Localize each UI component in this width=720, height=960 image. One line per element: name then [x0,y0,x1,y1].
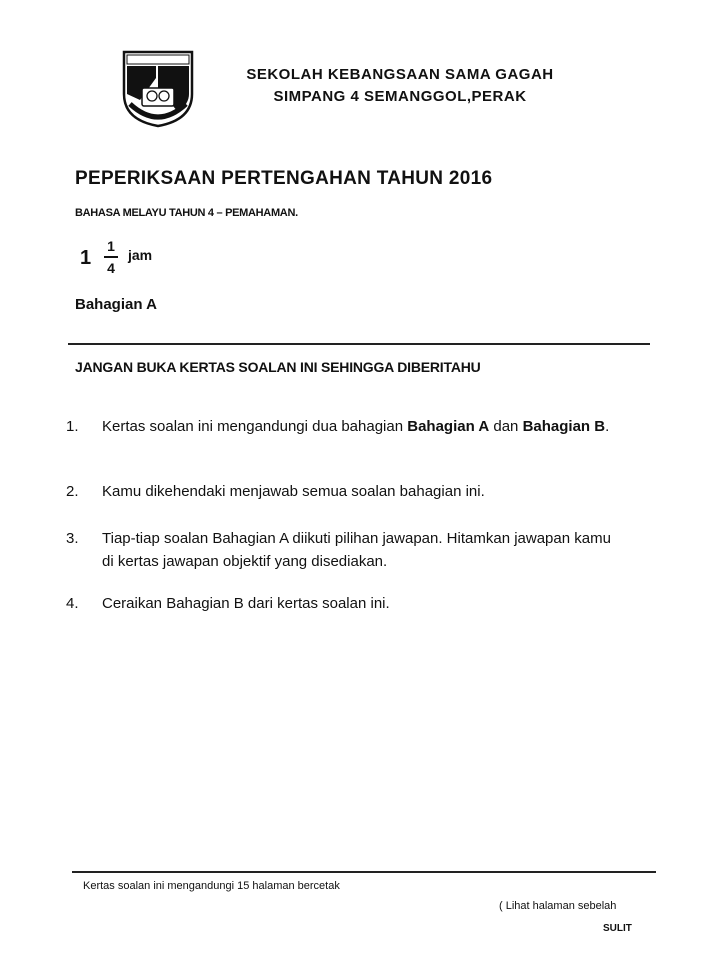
exam-title: PEPERIKSAAN PERTENGAHAN TAHUN 2016 [75,168,493,189]
school-crest-icon [118,48,198,128]
school-name [220,64,580,108]
instruction-number: 4. [66,595,79,612]
instruction-bold-part: Bahagian A [407,418,490,435]
divider-top [68,343,650,345]
duration-unit: jam [128,247,153,263]
duration-whole: 1 [80,247,92,269]
instruction-text: Tiap-tiap soalan Bahagian A diikuti pilihan jawapan. Hitamkan jawapan kamu di kertas jawapan objektif yang disediakan. [102,530,611,570]
instruction-text [102,415,622,438]
instruction-text-part: Kertas soalan ini mengandungi dua bahagian [102,418,408,435]
instruction-text-part: . [605,418,610,435]
instruction-item [66,527,626,573]
section-label: Bahagian A [75,296,157,313]
instruction-item [66,480,626,503]
warning-notice: JANGAN BUKA KERTAS SOALAN INI SEHINGGA DIBERITAHU [75,359,481,375]
school-address-line2: SIMPANG 4 SEMANGGOL,PERAK [273,88,527,105]
instruction-number: 3. [66,530,79,547]
page-count-note: Kertas soalan ini mengandungi 15 halaman bercetak [83,880,340,892]
exam-subject: BAHASA MELAYU TAHUN 4 – PEMAHAMAN. [75,207,298,219]
duration-fraction [104,238,118,276]
school-name-line1: SEKOLAH KEBANGSAAN SAMA GAGAH [246,66,554,83]
instruction-text-part: dan [489,418,523,435]
instruction-item [66,415,626,461]
instruction-item [66,592,626,615]
next-page-note: ( Lihat halaman sebelah [499,900,617,912]
classification-label: SULIT [603,923,632,934]
duration-numerator: 1 [107,238,115,254]
duration-denominator: 4 [107,259,115,276]
instruction-number: 1. [66,418,79,435]
instruction-text: Kamu dikehendaki menjawab semua soalan bahagian ini. [102,483,485,500]
instruction-bold-part: Bahagian B [522,418,606,435]
instruction-number: 2. [66,483,79,500]
instruction-text: Ceraikan Bahagian B dari kertas soalan ini. [102,595,390,612]
divider-bottom [72,871,656,873]
fraction-bar [104,256,118,258]
